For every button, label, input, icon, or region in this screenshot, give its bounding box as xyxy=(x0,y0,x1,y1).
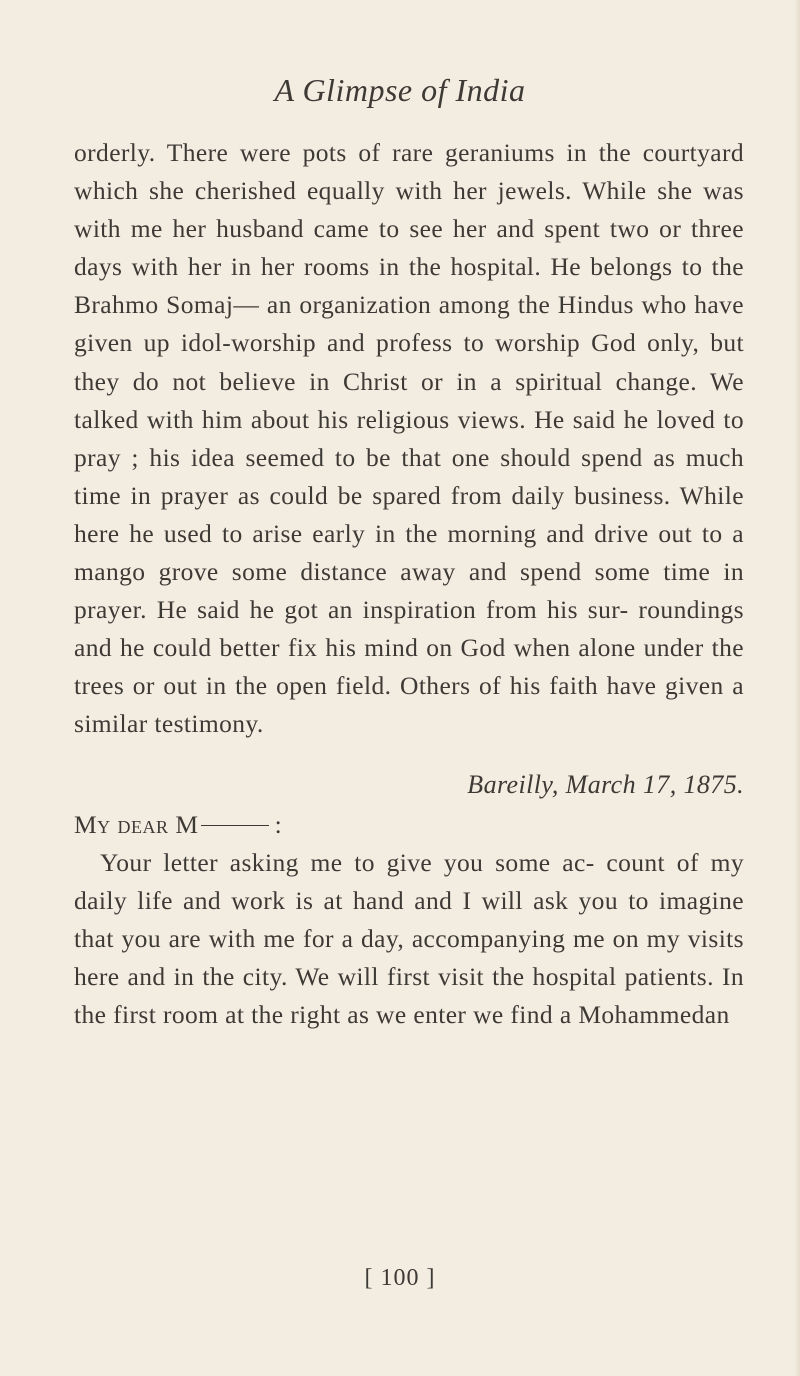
body-paragraph-2 xyxy=(74,844,744,1034)
page-number: [ 100 ] xyxy=(364,1265,436,1291)
salutation-words: My dear M xyxy=(74,810,199,839)
paragraph-1-text: orderly. There were pots of rare geraniums in the courtyard which she cherished equally with her jewels. While she was with me her husband came to see her and spent two or three days with her in her rooms in the hospital. He belongs to the Brahmo Somaj— an organization among the Hindus who have given up idol-worship and profess to worship God only, but they do not believe in Christ or in a spiritual change. We talked with him about his religious views. He said he loved to pray ; his idea seemed to be that one should spend as much time in prayer as could be spared from daily business. While here he used to arise early in the morning and drive out to a mango grove some distance away and spend some time in prayer. He said he got an inspiration from his sur- roundings and he could better fix his mind on God when alone under the trees or out in the open field. Others of his faith have given a similar testimony. xyxy=(74,138,744,739)
letter-dateline: Bareilly, March 17, 1875. xyxy=(467,770,744,799)
page-edge xyxy=(794,0,800,1376)
body-paragraph-1 xyxy=(74,134,744,744)
salutation-dash xyxy=(201,825,269,826)
letter-salutation xyxy=(74,806,282,844)
running-head: A Glimpse of India xyxy=(274,72,526,108)
paragraph-2-text: Your letter asking me to give you some ac- count of my daily life and work is at hand and I will ask you to imagine that you are with me for a day, accompanying me on my visits here and in the city. We will first visit the hospital patients. In the first room at the right as we enter we find a Mohammedan xyxy=(74,848,744,1030)
salutation-colon: : xyxy=(274,810,283,839)
